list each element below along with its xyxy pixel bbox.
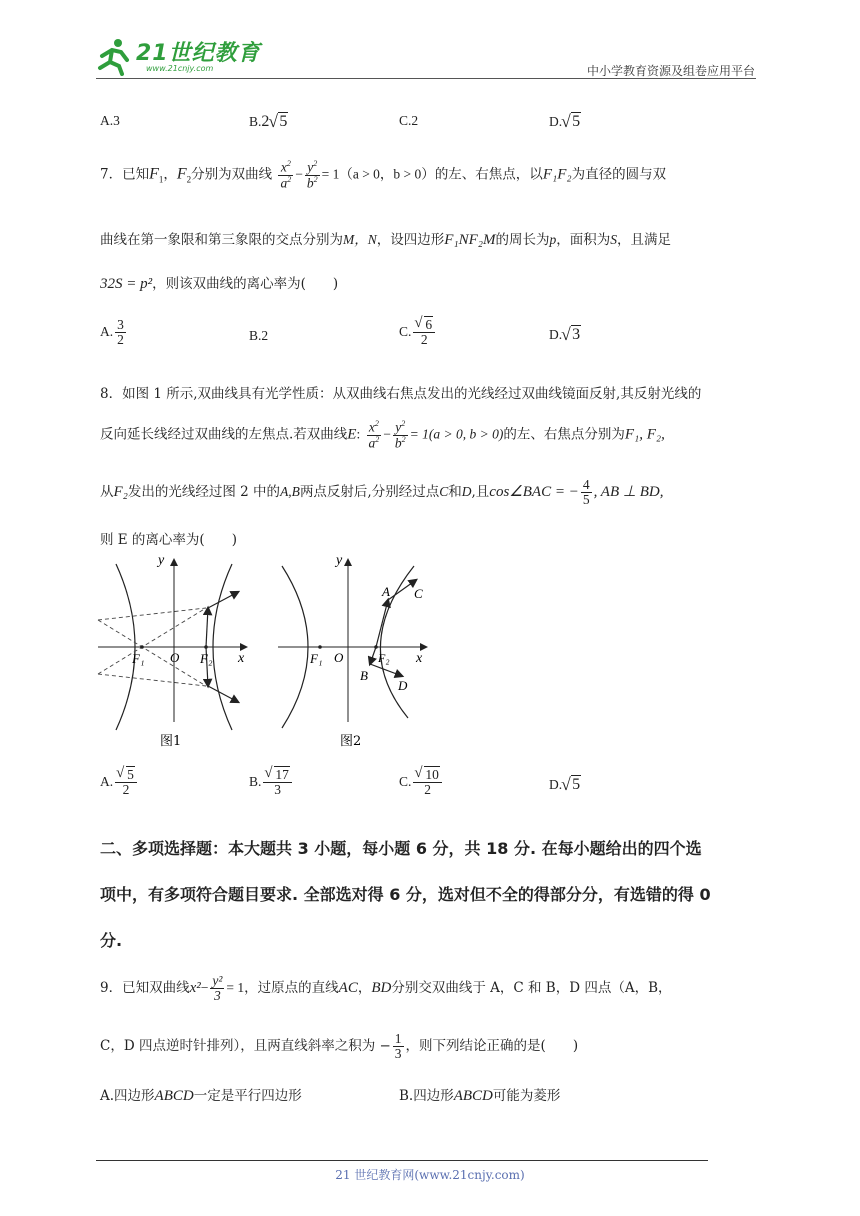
q8-line-1: 8．如图 1 所示,双曲线具有光学性质：从双曲线右焦点发出的光线经过双曲线镜面反射,其反射光线的: [100, 386, 702, 402]
q7-option-b: B.2: [249, 328, 269, 343]
section-2-line-1: 二、多项选择题：本大题共 3 小题，每小题 6 分，共 18 分. 在每小题给出的四个选: [100, 839, 702, 858]
fig2-point-a: A: [382, 584, 390, 599]
q8-line-4: 则 E 的离心率为( ): [100, 532, 237, 548]
footer-site-link[interactable]: 21 世纪教育网(www.21cnjy.com): [335, 1168, 525, 1182]
fig1-origin-label: O: [170, 650, 180, 665]
fig1-f1-label: F₁: [132, 651, 145, 666]
fig1-caption: 图1: [160, 734, 182, 749]
q7-line-2: 曲线在第一象限和第三象限的交点分别为M，N，设四边形F₁NF₂M的周长为p，面积为S，且满足: [100, 232, 672, 248]
fig2-f2-label: F₂: [378, 651, 390, 665]
q7-option-a: A. $\frac{3}{2}$: [100, 317, 124, 348]
fig2-point-c: C: [414, 586, 423, 601]
fig1-f2-label: F₂: [200, 651, 213, 666]
fig1-y-label: y: [158, 553, 165, 568]
q7-line-1: 7．已知$F_1$，$F_2$分别为双曲线 $\frac{x^2}{a^2}$ − $\frac{y^2}{b^2}$ = 1（a > 0，b > 0）的左、右焦点，以F₁F₂为直径的圆与双: [100, 159, 667, 191]
header-rule: [96, 78, 756, 79]
fig2-f1-label: F₁: [310, 651, 323, 666]
runner-logo-icon: [94, 36, 134, 76]
logo-main-text: 21世纪教育: [136, 41, 261, 66]
logo-sub-text: www.21cnjy.com: [146, 64, 214, 73]
q6-option-c: C.2: [399, 113, 419, 128]
platform-name: 中小学教育资源及组卷应用平台: [586, 64, 755, 78]
figure-2-hyperbola-diagram: [276, 552, 436, 752]
q8-option-a: A. √ $\frac{5}{2}$: [100, 768, 139, 797]
q8-option-b: B. √ $\frac{17}{3}$: [249, 768, 294, 797]
q9-line-2: C，D 四点逆时针排列），且两直线斜率之积为 − $\frac{1}{3}$ ，则下列结论正确的是( ): [100, 1031, 579, 1062]
q8-option-d: D.√ 5: [549, 776, 581, 794]
q7-option-d: D.√ 3: [549, 326, 581, 344]
q9-option-b: B.四边形ABCD可能为菱形: [399, 1088, 561, 1104]
section-2-line-2: 项中，有多项符合题目要求. 全部选对得 6 分，选对但不全的得部分分，有选错的得 0: [100, 885, 711, 904]
q9-option-a: A.四边形ABCD一定是平行四边形: [100, 1088, 302, 1104]
fig2-point-b: B: [360, 668, 368, 683]
footer-rule: [96, 1160, 708, 1161]
fig1-x-label: x: [238, 651, 245, 666]
q6-option-b: B.2√ 5: [249, 113, 288, 131]
q6-option-d: D.√ 5: [549, 113, 581, 131]
q8-line-2: 反向延长线经过双曲线的左焦点.若双曲线E: $\frac{x^2}{a^2}$ − $\frac{y^2}{b^2}$ = 1(a > 0, b > 0)的左、右焦点分别为F₁, F₂,: [100, 419, 665, 451]
fig2-y-label: y: [336, 553, 343, 568]
q8-line-3: 从F₂发出的光线经过图 2 中的A,B两点反射后,分别经过点C和D,且cos∠BAC = − $\frac{4}{5}$ , AB ⊥ BD,: [100, 477, 664, 508]
figure-1-hyperbola-diagram: [96, 552, 266, 752]
q6-option-a: A.3: [100, 113, 120, 128]
q7-option-c: C. √ $\frac{6}{2}$: [399, 318, 437, 347]
section-2-line-3: 分.: [100, 931, 123, 950]
fig2-origin-label: O: [334, 650, 344, 665]
q7-line-3: 32S = p²，则该双曲线的离心率为( ): [100, 276, 339, 292]
q9-line-1: 9．已知双曲线x²− $\frac{\text{y²}}{3}$ = 1，过原点的直线AC，BD分别交双曲线于 A，C 和 B，D 四点（A，B，: [100, 973, 672, 1004]
q8-option-c: C. √ $\frac{10}{2}$: [399, 768, 444, 797]
site-logo: [94, 34, 264, 78]
fig2-caption: 图2: [340, 734, 362, 749]
fig2-point-d: D: [398, 678, 408, 693]
fig2-x-label: x: [416, 651, 423, 666]
